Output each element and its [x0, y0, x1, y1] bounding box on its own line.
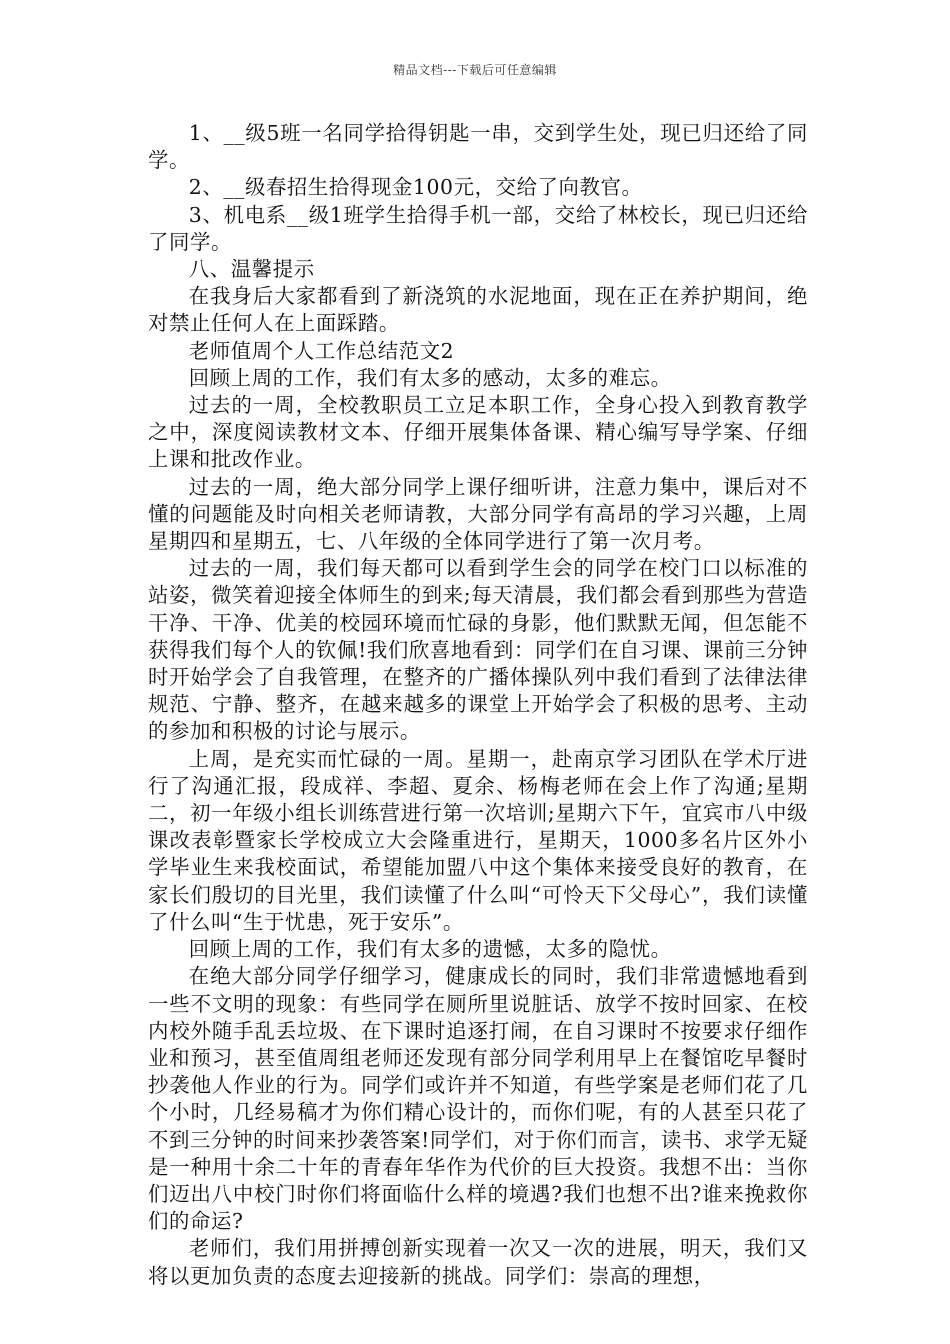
- paragraph-staff-work: 过去的一周，全校教职员工立足本职工作，全身心投入到教育教学之中，深度阅读教材文本、仔细开展集体备课、精心编写导学案、仔细上课和批改作业。: [148, 393, 808, 472]
- paragraph-lost-keys: 1、__级5班一名同学拾得钥匙一串，交到学生处，现已归还给了同学。: [148, 121, 808, 173]
- paragraph-student-study: 过去的一周，绝大部分同学上课仔细听讲，注意力集中，课后对不懂的问题能及时向相关老师请教，大部分同学有高昂的学习兴趣，上周星期四和星期五，七、八年级的全体同学进行了第一次月考。: [148, 474, 808, 554]
- paragraph-closing: 老师们，我们用拼搏创新实现着一次又一次的进展，明天，我们又将以更加负责的态度去迎接新的挑战。同学们：崇高的理想，: [148, 1236, 808, 1288]
- paragraph-review-regrets: 回顾上周的工作，我们有太多的遗憾，太多的隐忧。: [188, 937, 672, 962]
- paragraph-weekly-events: 上周，是充实而忙碌的一周。星期一，赴南京学习团队在学术厅进行了沟通汇报，段成祥、李超、夏余、杨梅老师在会上作了沟通;星期二，初一年级小组长训练营进行第一次培训;星期六下午，宜宾市八中级课改表彰暨家长学校成立大会隆重进行，星期天，1000多名片区外小学毕业生来我校面试，希望能加盟八中这个集体来接受良好的教育，在家长们殷切的目光里，我们读懂了什么叫“可怜天下父母心”，我们读懂了什么叫“生于忧患，死于安乐”。: [148, 746, 808, 934]
- paragraph-uncivil-behavior: 在绝大部分同学仔细学习，健康成长的同时，我们非常遗憾地看到一些不文明的现象：有些同学在厕所里说脏话、放学不按时回家、在校内校外随手乱丢垃圾、在下课时追逐打闹，在自习课时不按要求仔细作业和预习，甚至值周组老师还发现有部分同学利用早上在餐馆吃早餐时抄袭他人作业的行为。同学们或许并不知道，有些学案是老师们花了几个小时，几经易稿才为你们精心设计的，而你们呢，有的人甚至只花了不到三分钟的时间来抄袭答案!同学们，对于你们而言，读书、求学无疑是一种用十余二十年的青春年华作为代价的巨大投资。我想不出：当你们迈出八中校门时你们将面临什么样的境遇?我们也想不出?谁来挽救你们的命运?: [148, 964, 808, 1234]
- page-header: 精品文档---下载后可任意编辑: [393, 63, 557, 77]
- document-body: [148, 120, 808, 1290]
- paragraph-student-union: 过去的一周，我们每天都可以看到学生会的同学在校门口以标准的站姿，微笑着迎接全体师生的到来;每天清晨，我们都会看到那些为营造干净、干净、优美的校园环境而忙碌的身影，他们默默无闻，但怎能不获得我们每个人的钦佩!我们欣喜地看到：同学们在自习课、课前三分钟时开始学会了自我管理，在整齐的广播体操队列中我们看到了法律法律规范、宁静、整齐，在越来越多的课堂上开始学会了积极的思考、主动的参加和积极的讨论与展示。: [148, 556, 808, 744]
- section-heading-tips: 八、温馨提示: [188, 257, 315, 282]
- paragraph-lost-phone: 3、机电系__级1班学生拾得手机一部，交给了林校长，现已归还给了同学。: [148, 202, 808, 254]
- paragraph-review-moving: 回顾上周的工作，我们有太多的感动，太多的难忘。: [188, 365, 672, 390]
- paragraph-lost-cash: 2、__级春招生拾得现金100元，交给了向教官。: [188, 175, 643, 200]
- paragraph-cement-notice: 在我身后大家都看到了新浇筑的水泥地面，现在正在养护期间，绝对禁止任何人在上面踩踏。: [148, 284, 808, 336]
- document-title-sample-2: 老师值周个人工作总结范文2: [188, 338, 455, 363]
